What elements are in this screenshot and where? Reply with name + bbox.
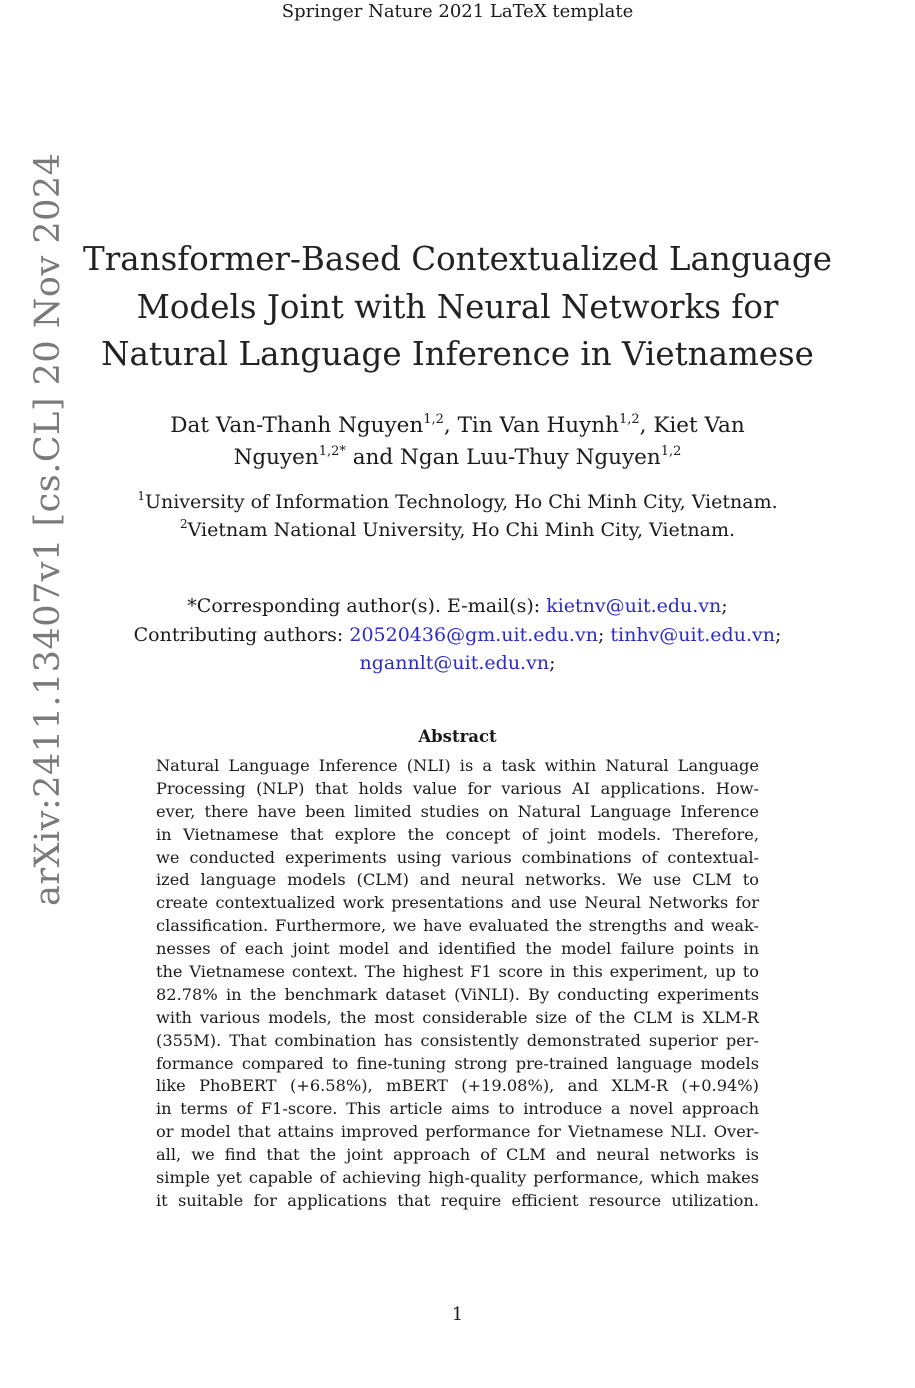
contributing-email-link[interactable]: tinhv@uit.edu.vn — [610, 623, 775, 646]
running-header: Springer Nature 2021 LaTeX template — [281, 1, 634, 22]
abstract-line: classification. Furthermore, we have evaluated the strengths and weak- — [156, 916, 759, 936]
contributing-label: Contributing authors: — [133, 623, 350, 646]
affiliation-text: University of Information Technology, Ho Chi Minh City, Vietnam. — [144, 491, 778, 513]
contributing-email-link[interactable]: 20520436@gm.uit.edu.vn — [349, 623, 598, 646]
author-affiliation-marker: 1,2 — [618, 412, 640, 427]
abstract-line: in Vietnamese that explore the concept of joint models. Therefore, — [156, 824, 759, 844]
abstract-line: ized language models (CLM) and neural networks. We use CLM to — [156, 870, 759, 890]
author-line — [0, 410, 915, 442]
abstract-line: 82.78% in the benchmark dataset (ViNLI). By conducting experiments — [156, 984, 759, 1004]
author-line — [0, 442, 915, 474]
author-name: Tin Van Huynh — [457, 413, 619, 438]
arxiv-identifier-stamp: arXiv:2411.13407v1 [cs.CL] 20 Nov 2024 — [28, 152, 68, 906]
author-list — [0, 410, 915, 474]
author-name: Ngan Luu-Thuy Nguyen — [400, 445, 661, 470]
affiliation-line — [0, 516, 915, 544]
affiliation-text: Vietnam National University, Ho Chi Minh City, Vietnam. — [187, 519, 735, 541]
abstract-line: ever, there have been limited studies on Natural Language Inference — [156, 801, 759, 821]
abstract-line: (355M). That combination has consistently demonstrated superior per- — [156, 1030, 759, 1050]
title-line: Natural Language Inference in Vietnamese — [101, 335, 814, 373]
title-line: Transformer-Based Contextualized Language — [83, 240, 832, 278]
contributing-line: Contributing authors: 20520436@gm.uit.edu.vn; tinhv@uit.edu.vn; — [133, 623, 782, 646]
abstract-line: it suitable for applications that require efficient resource utilization. — [156, 1190, 759, 1210]
contributing-line: ngannlt@uit.edu.vn; — [359, 652, 556, 674]
author-separator: , Kiet Van — [639, 413, 745, 438]
corresponding-email-link[interactable]: kietnv@uit.edu.vn — [546, 595, 722, 617]
page-number: 1 — [451, 1304, 464, 1325]
abstract-body — [156, 755, 759, 1213]
author-affiliation-marker: 1,2 — [660, 444, 682, 459]
affiliations — [0, 488, 915, 544]
abstract-line: simple yet capable of achieving high-quality performance, which makes — [156, 1168, 759, 1188]
paper-title — [0, 236, 915, 379]
author-separator: , — [443, 413, 458, 438]
abstract-heading: Abstract — [418, 727, 497, 746]
abstract-line: nesses of each joint model and identified the model failure points in — [156, 939, 759, 959]
corresponding-line: *Corresponding author(s). E-mail(s): kietnv@uit.edu.vn; — [187, 595, 728, 617]
abstract-line: like PhoBERT (+6.58%), mBERT (+19.08%), and XLM-R (+0.94%) — [156, 1076, 759, 1096]
corresponding-label: *Corresponding author(s). E-mail(s): — [187, 595, 547, 617]
abstract-line: create contextualized work presentations and use Neural Networks for — [156, 893, 759, 913]
author-affiliation-marker: 1,2* — [318, 444, 346, 459]
abstract-line: Processing (NLP) that holds value for various AI applications. How- — [156, 778, 759, 798]
abstract-line: Natural Language Inference (NLI) is a task within Natural Language — [156, 756, 759, 775]
abstract-line: with various models, the most considerable size of the CLM is XLM-R — [156, 1007, 759, 1027]
title-line: Models Joint with Neural Networks for — [136, 287, 779, 326]
affiliation-marker: 1 — [137, 489, 145, 503]
author-affiliation-marker: 1,2 — [423, 412, 444, 427]
abstract-line: we conducted experiments using various combinations of contextual- — [156, 847, 759, 867]
abstract-line: the Vietnamese context. The highest F1 score in this experiment, up to — [156, 962, 759, 982]
contact-emails — [0, 592, 915, 678]
abstract-line: or model that attains improved performance for Vietnamese NLI. Over- — [156, 1122, 759, 1142]
abstract-line: formance compared to fine-tuning strong pre-trained language models — [156, 1053, 759, 1073]
author-name: Dat Van-Thanh Nguyen — [170, 413, 424, 438]
abstract-line: all, we find that the joint approach of CLM and neural networks is — [156, 1145, 759, 1165]
affiliation-line — [0, 488, 915, 516]
author-separator: and — [345, 445, 401, 470]
author-name: Nguyen — [233, 445, 319, 470]
abstract-line: in terms of F1-score. This article aims to introduce a novel approach — [156, 1099, 759, 1119]
affiliation-marker: 2 — [179, 517, 188, 531]
contributing-email-link[interactable]: ngannlt@uit.edu.vn — [359, 652, 550, 674]
